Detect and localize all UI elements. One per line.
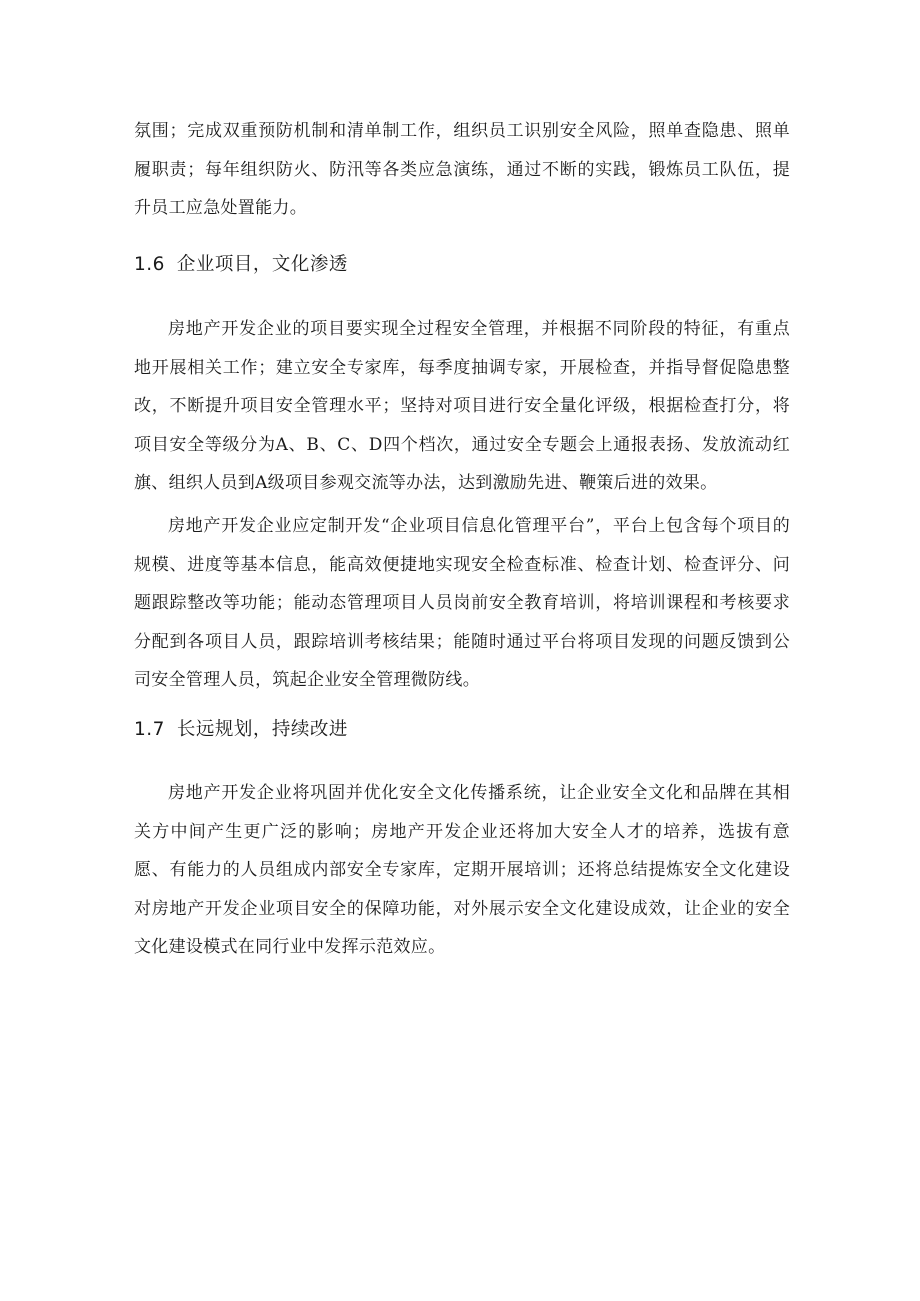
section-heading-1-7 [134, 717, 348, 743]
paragraph-1-6-b: 房地产开发企业应定制开发“企业项目信息化管理平台”，平台上包含每个项目的规模、进度等基本信息，能高效便捷地实现安全检查标准、检查计划、检查评分、问题跟踪整改等功能；能动态管理项目人员岗前安全教育培训，将培训课程和考核要求分配到各项目人员，跟踪培训考核结果；能随时通过平台将项目发现的问题反馈到公司安全管理人员，筑起企业安全管理微防线。 [134, 516, 790, 691]
paragraph-intro: 氛围；完成双重预防机制和清单制工作，组织员工识别安全风险，照单查隐患、照单履职责；每年组织防火、防汛等各类应急演练，通过不断的实践，锻炼员工队伍，提升员工应急处置能力。 [134, 121, 790, 219]
paragraph-1-6-a: 房地产开发企业的项目要实现全过程安全管理，并根据不同阶段的特征，有重点地开展相关工作；建立安全专家库，每季度抽调专家，开展检查，并指导督促隐患整改，不断提升项目安全管理水平；坚持对项目进行安全量化评级，根据检查打分，将项目安全等级分为A、B、C、D四个档次，通过安全专题会上通报表扬、发放流动红旗、组织人员到A级项目参观交流等办法，达到激励先进、鞭策后进的效果。 [134, 319, 790, 494]
paragraph-1-7-a: 房地产开发企业将巩固并优化安全文化传播系统，让企业安全文化和品牌在其相关方中间产生更广泛的影响；房地产开发企业还将加大安全人才的培养，选拔有意愿、有能力的人员组成内部安全专家库，定期开展培训；还将总结提炼安全文化建设对房地产开发企业项目安全的保障功能，对外展示安全文化建设成效，让企业的安全文化建设模式在同行业中发挥示范效应。 [134, 783, 790, 958]
section-heading-1-6 [134, 252, 348, 278]
section-number: 1.6 [134, 254, 165, 275]
section-title: 长远规划，持续改进 [176, 719, 348, 740]
section-title: 企业项目，文化渗透 [176, 254, 348, 275]
section-number: 1.7 [134, 719, 165, 740]
